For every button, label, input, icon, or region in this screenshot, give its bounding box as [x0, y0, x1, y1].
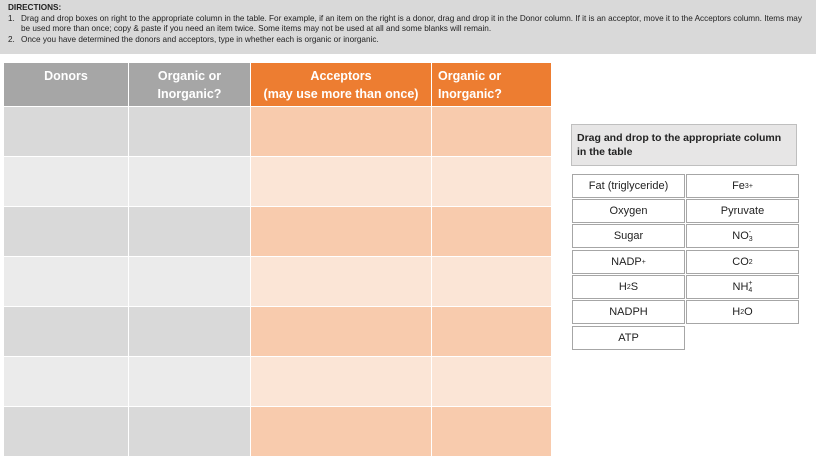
step-text: Drag and drop boxes on right to the appropriate column in the table. For example, if an item on the right is a donor, drag and drop it in the Donor column. If it is an acceptor, move it to the Acceptors column. Items may be used more than once; copy & paste if you need an item twice. Some items may not be used at all and some blanks will remain. [21, 13, 802, 33]
item-label: H [732, 306, 741, 318]
direction-step [8, 14, 816, 35]
donor-organic-cell[interactable] [129, 357, 251, 407]
item-label: NADPH [609, 306, 648, 318]
item-label: H [618, 281, 627, 293]
header-acceptors-line2: (may use more than once) [263, 86, 419, 101]
acceptor-cell[interactable] [251, 307, 432, 357]
table-row [4, 157, 552, 207]
donor-cell[interactable] [4, 207, 129, 257]
header-donor-organic [129, 63, 251, 107]
directions-panel [0, 0, 816, 54]
donor-organic-cell[interactable] [129, 107, 251, 157]
donor-organic-cell[interactable] [129, 407, 251, 457]
acceptor-organic-cell[interactable] [432, 357, 552, 407]
item-label: Pyruvate [720, 205, 765, 217]
item-nh4[interactable] [686, 275, 799, 299]
donor-organic-cell[interactable] [129, 157, 251, 207]
header-donors [4, 63, 129, 107]
item-fe3[interactable] [686, 174, 799, 198]
donor-organic-cell[interactable] [129, 207, 251, 257]
header-acceptor-organic-line2: Inorganic? [438, 86, 502, 101]
acceptor-organic-cell[interactable] [432, 257, 552, 307]
acceptor-cell[interactable] [251, 157, 432, 207]
acceptor-organic-cell[interactable] [432, 207, 552, 257]
donor-cell[interactable] [4, 107, 129, 157]
donor-organic-cell[interactable] [129, 307, 251, 357]
item-fat-triglyceride[interactable] [572, 174, 685, 198]
item-h2o[interactable] [686, 300, 799, 324]
sorting-table [3, 62, 552, 457]
item-label: Sugar [613, 230, 644, 242]
item-nadp[interactable] [572, 250, 685, 274]
header-acceptor-organic-line1: Organic or [438, 68, 502, 83]
item-oxygen[interactable] [572, 199, 685, 223]
item-label: S [630, 281, 639, 293]
table-row [4, 257, 552, 307]
step-text: Once you have determined the donors and acceptors, type in whether each is organic or inorganic. [21, 34, 379, 44]
item-superscript: - [748, 229, 752, 236]
directions-title: DIRECTIONS: [8, 3, 62, 12]
acceptor-organic-cell[interactable] [432, 157, 552, 207]
item-superscript: + [641, 258, 646, 266]
direction-step [8, 35, 816, 46]
acceptor-organic-cell[interactable] [432, 307, 552, 357]
item-label: NH [732, 281, 749, 293]
header-donor-organic-line1: Organic or [157, 68, 222, 83]
item-no3[interactable] [686, 224, 799, 248]
acceptor-cell[interactable] [251, 107, 432, 157]
step-number: 1. [8, 13, 15, 23]
header-acceptors [251, 63, 432, 107]
table-row [4, 307, 552, 357]
item-label: Oxygen [609, 205, 648, 217]
header-acceptors-line1: Acceptors [310, 68, 372, 83]
table-row [4, 357, 552, 407]
donor-cell[interactable] [4, 157, 129, 207]
item-sugar[interactable] [572, 224, 685, 248]
acceptor-cell[interactable] [251, 257, 432, 307]
donor-cell[interactable] [4, 257, 129, 307]
item-label: ATP [618, 332, 639, 344]
item-h2s[interactable] [572, 275, 685, 299]
item-subscript: 4 [748, 287, 753, 294]
item-pyruvate[interactable] [686, 199, 799, 223]
item-subscript: 3 [748, 236, 753, 243]
item-nadph[interactable] [572, 300, 685, 324]
item-label: NADP [611, 256, 642, 268]
acceptor-cell[interactable] [251, 207, 432, 257]
step-number: 2. [8, 34, 15, 44]
header-donors-label: Donors [44, 68, 88, 83]
donor-cell[interactable] [4, 307, 129, 357]
item-atp[interactable] [572, 326, 685, 350]
acceptor-cell[interactable] [251, 407, 432, 457]
donor-organic-cell[interactable] [129, 257, 251, 307]
acceptor-cell[interactable] [251, 357, 432, 407]
item-label: CO [732, 256, 749, 268]
donor-cell[interactable] [4, 407, 129, 457]
table-header-row [4, 63, 552, 107]
item-superscript: + [748, 280, 753, 287]
acceptor-organic-cell[interactable] [432, 107, 552, 157]
acceptor-organic-cell[interactable] [432, 407, 552, 457]
header-donors-label-2 [4, 85, 128, 103]
item-subscript: 2 [748, 258, 753, 266]
item-label: Fat (triglyceride) [588, 180, 669, 192]
item-subscript: 2 [740, 308, 745, 316]
item-superscript: 3+ [744, 182, 753, 190]
item-label: O [744, 306, 753, 318]
header-donor-organic-line2: Inorganic? [157, 86, 222, 101]
item-co2[interactable] [686, 250, 799, 274]
table-row [4, 407, 552, 457]
table-row [4, 107, 552, 157]
drag-instructions-text: Drag and drop to the appropriate column in the table [577, 132, 782, 158]
item-subscript: 2 [626, 283, 631, 291]
table-row [4, 207, 552, 257]
donor-cell[interactable] [4, 357, 129, 407]
item-label: NO [732, 230, 749, 242]
drag-instructions-box [571, 124, 797, 166]
item-label: Fe [732, 180, 745, 192]
header-acceptor-organic [432, 63, 552, 107]
